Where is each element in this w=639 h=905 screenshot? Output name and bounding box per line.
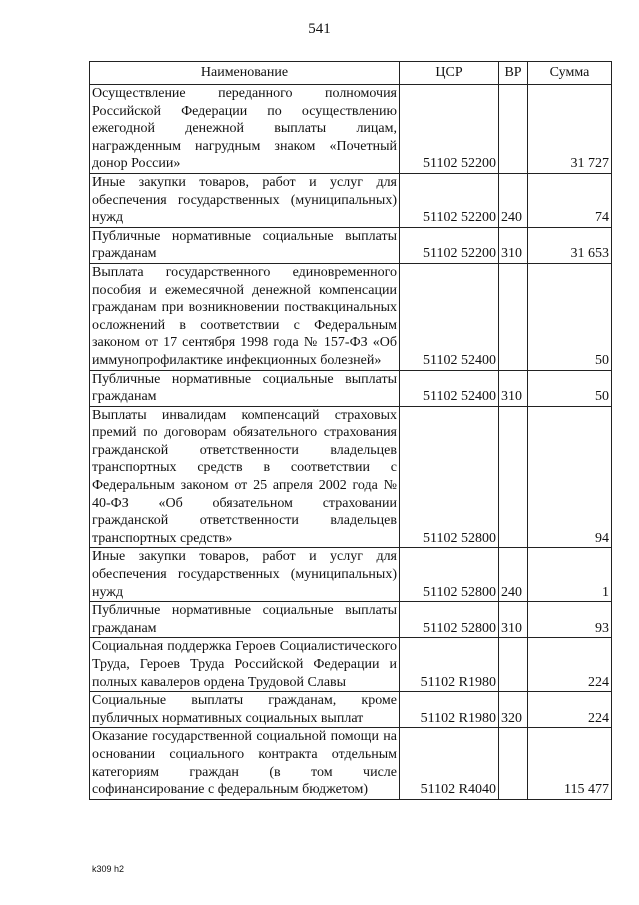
row-vr: 310 [499,370,528,406]
table-row [90,370,612,406]
row-sum: 31 727 [528,85,612,174]
row-vr: 310 [499,602,528,638]
header-sum: Сумма [528,62,612,85]
table-row [90,263,612,370]
row-sum: 50 [528,370,612,406]
row-vr [499,638,528,692]
row-vr: 310 [499,227,528,263]
table-row [90,227,612,263]
row-name: Публичные нормативные социальные выплаты гражданам [90,370,400,406]
header-vr: ВР [499,62,528,85]
row-code: 51102 52800 [400,406,499,548]
row-sum: 1 [528,548,612,602]
table-row [90,406,612,548]
row-code: 51102 52800 [400,602,499,638]
table-header-row [90,62,612,85]
row-name: Иные закупки товаров, работ и услуг для обеспечения государственных (муниципальных) нужд [90,173,400,227]
row-code: 51102 52200 [400,173,499,227]
table-row [90,173,612,227]
row-name: Выплаты инвалидам компенсаций страховых премий по договорам обязательного страхования гражданской ответственности владельцев транспортных средств в соответствии с Федеральным законом от 25 апреля 2002 года № 40-ФЗ «Об обязательном страховании гражданской ответственности владельцев транспортных средств» [90,406,400,548]
row-vr [499,263,528,370]
row-vr [499,85,528,174]
row-vr [499,728,528,799]
row-vr: 320 [499,692,528,728]
row-sum: 31 653 [528,227,612,263]
row-sum: 115 477 [528,728,612,799]
row-sum: 224 [528,638,612,692]
row-code: 51102 R4040 [400,728,499,799]
table-row [90,638,612,692]
row-sum: 224 [528,692,612,728]
row-sum: 50 [528,263,612,370]
row-name: Публичные нормативные социальные выплаты гражданам [90,602,400,638]
row-name: Оказание государственной социальной помощи на основании социального контракта отдельным категориям граждан (в том числе софинансирование с федеральным бюджетом) [90,728,400,799]
header-code: ЦСР [400,62,499,85]
row-code: 51102 52400 [400,263,499,370]
row-vr: 240 [499,173,528,227]
row-sum: 93 [528,602,612,638]
table-row [90,548,612,602]
row-code: 51102 52200 [400,85,499,174]
table-row [90,692,612,728]
table-row [90,728,612,799]
row-code: 51102 52400 [400,370,499,406]
budget-table [89,61,612,800]
document-code: k309 h2 [92,864,125,874]
row-name: Социальная поддержка Героев Социалистического Труда, Героев Труда Российской Федерации и полных кавалеров ордена Трудовой Славы [90,638,400,692]
row-name: Осуществление переданного полномочия Российской Федерации по осуществлению ежегодной денежной выплаты лицам, награжденным нагрудным знаком «Почетный донор России» [90,85,400,174]
row-code: 51102 52200 [400,227,499,263]
row-vr [499,406,528,548]
table-row [90,602,612,638]
row-code: 51102 52800 [400,548,499,602]
page-number: 541 [308,21,331,37]
table-row [90,85,612,174]
row-code: 51102 R1980 [400,638,499,692]
row-code: 51102 R1980 [400,692,499,728]
row-name: Выплата государственного единовременного пособия и ежемесячной денежной компенсации гражданам при возникновении поствакцинальных осложнений в соответствии с Федеральным законом от 17 сентября 1998 года № 157-ФЗ «Об иммунопрофилактике инфекционных болезней» [90,263,400,370]
header-name: Наименование [90,62,400,85]
row-sum: 74 [528,173,612,227]
row-vr: 240 [499,548,528,602]
row-name: Социальные выплаты гражданам, кроме публичных нормативных социальных выплат [90,692,400,728]
row-name: Публичные нормативные социальные выплаты гражданам [90,227,400,263]
row-name: Иные закупки товаров, работ и услуг для обеспечения государственных (муниципальных) нужд [90,548,400,602]
row-sum: 94 [528,406,612,548]
